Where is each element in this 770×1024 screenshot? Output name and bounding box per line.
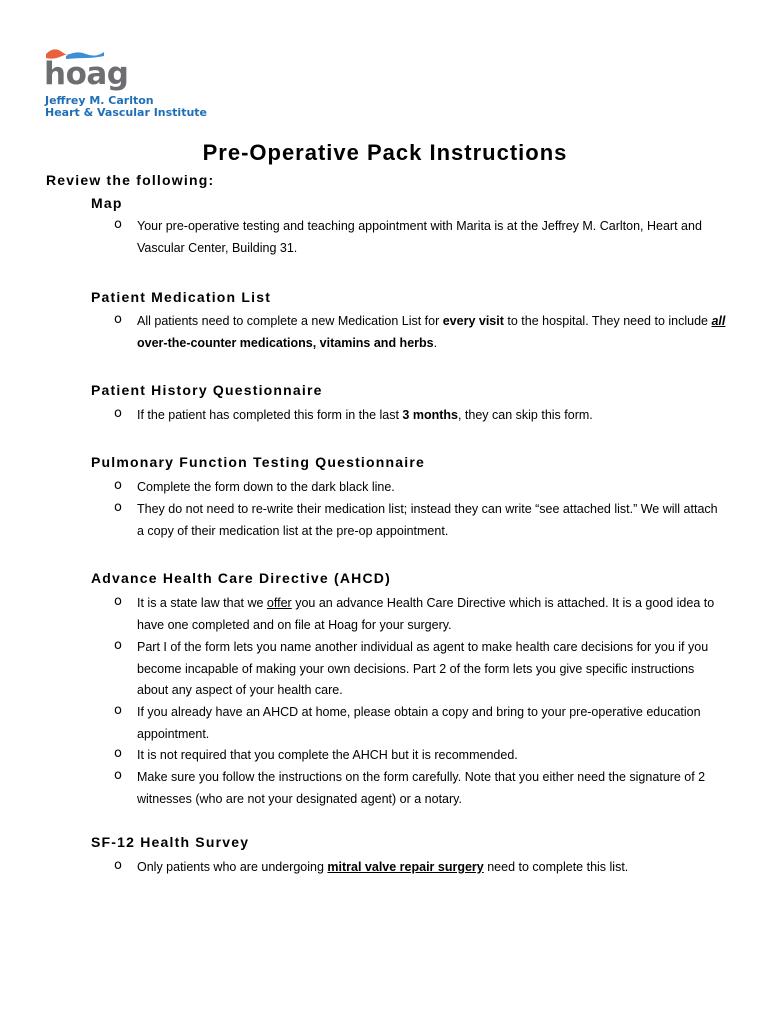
section-heading: Pulmonary Function Testing Questionnaire [91,454,425,470]
bullet-item: All patients need to complete a new Medication List for every visit to the hospital. They need to include all over-the-counter medications, vitamins and herbs. [137,314,726,350]
bullet-marker: o [114,703,122,718]
bullet-item: Make sure you follow the instructions on the form carefully. Note that you either need the signature of 2 witnesses (who are not your designated agent) or a notary. [137,770,706,806]
bullet-marker: o [114,638,122,653]
bullet-marker: o [114,217,122,232]
page-title: Pre-Operative Pack Instructions [202,140,568,165]
bullet-marker: o [114,768,122,783]
logo-line-1: Jeffrey M. Carlton [45,94,154,107]
bullet-marker: o [114,500,122,515]
section-heading: Patient History Questionnaire [91,382,323,398]
bullet-marker: o [114,746,122,761]
section-heading: SF-12 Health Survey [91,834,250,850]
bullet-item: Complete the form down to the dark black line. [137,480,395,494]
hoag-logo [44,44,208,119]
bullet-marker: o [114,858,122,873]
bullet-item: Part I of the form lets you name another individual as agent to make health care decisions for you if you become incapable of making your own decisions. Part 2 of the form lets you give specific instructions about any aspect of your health care. [137,640,709,697]
bullet-item: If the patient has completed this form in the last 3 months, they can skip this form. [137,408,593,422]
bullet-item: They do not need to re-write their medication list; instead they can write “see attached list.” We will attach a copy of their medication list at the pre-op appointment. [137,502,718,538]
bullet-item: It is a state law that we offer you an advance Health Care Directive which is attached. It is a good idea to have one completed and on file at Hoag for your surgery. [137,596,715,632]
bullet-item: Only patients who are undergoing mitral valve repair surgery need to complete this list. [137,860,629,874]
bullet-marker: o [114,312,122,327]
bullet-item: If you already have an AHCD at home, please obtain a copy and bring to your pre-operative education appointment. [137,705,701,741]
bullet-marker: o [114,406,122,421]
section-heading: Map [91,195,123,211]
section-heading: Patient Medication List [91,289,272,305]
bullet-marker: o [114,594,122,609]
bullet-marker: o [114,478,122,493]
intro-text: Review the following: [46,172,215,188]
bullet-item: It is not required that you complete the AHCH but it is recommended. [137,748,518,762]
logo-line-2: Heart & Vascular Institute [45,106,208,119]
bullet-item: Your pre-operative testing and teaching appointment with Marita is at the Jeffrey M. Carlton, Heart and Vascular Center, Building 31. [137,219,702,255]
section-heading: Advance Health Care Directive (AHCD) [91,570,391,586]
logo-wordmark: hoag [44,56,129,92]
